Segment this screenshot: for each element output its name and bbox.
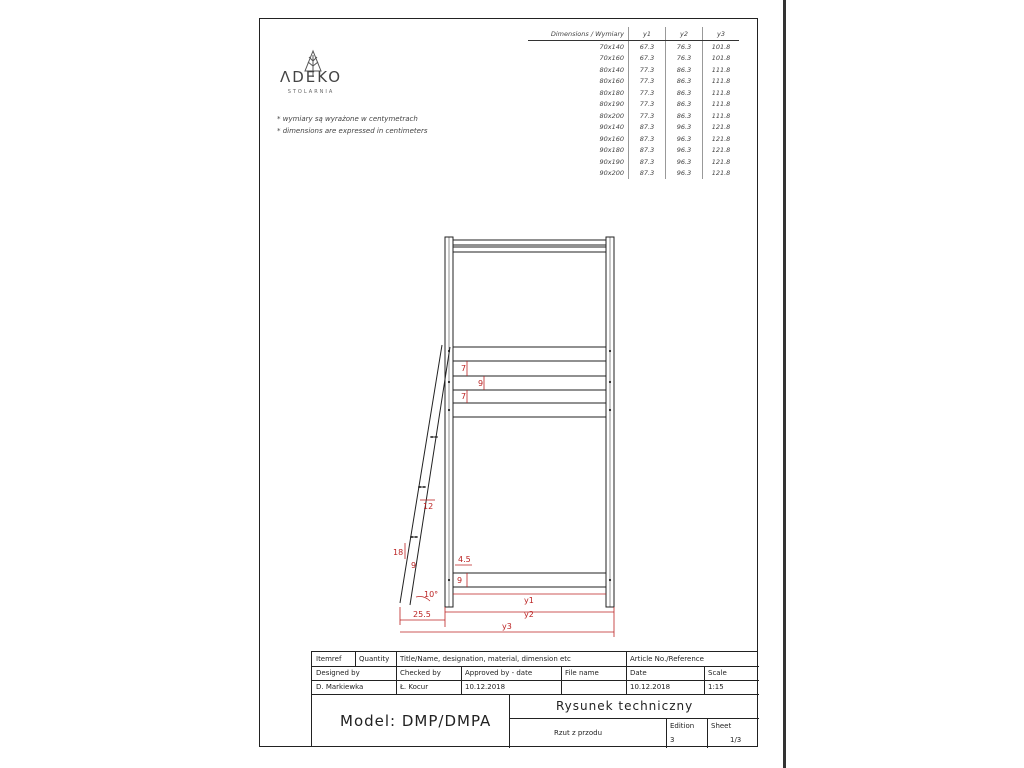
dim-12: 12 [423, 502, 434, 511]
y2-cell: 86.3 [666, 76, 703, 88]
y3-cell: 101.8 [703, 41, 740, 53]
checker-value: Ł. Kocur [400, 683, 429, 691]
dimensions-row [528, 145, 739, 157]
sheet-value: 1/3 [730, 736, 742, 744]
dim-25-5: 25.5 [413, 610, 431, 619]
y1-cell: 77.3 [629, 99, 666, 111]
y1-cell: 77.3 [629, 87, 666, 99]
dimensions-row [528, 122, 739, 134]
dim-9c: 9 [457, 576, 463, 585]
y3-cell: 121.8 [703, 145, 740, 157]
view-name: Rzut z przodu [554, 729, 603, 737]
date-label: Date [630, 669, 647, 677]
size-cell: 90x140 [599, 123, 624, 132]
y2-cell: 86.3 [666, 87, 703, 99]
page-edge-line [783, 0, 786, 768]
dimensions-header-row [528, 27, 739, 41]
title-block [311, 651, 758, 747]
dimensions-row [528, 99, 739, 111]
y3-cell: 111.8 [703, 99, 740, 111]
y3-cell: 121.8 [703, 122, 740, 134]
dim-y2: y2 [524, 610, 534, 619]
y2-cell: 96.3 [666, 133, 703, 145]
dim-y3: y3 [502, 622, 512, 631]
size-cell: 80x200 [599, 111, 624, 120]
y1-cell: 67.3 [629, 41, 666, 53]
size-cell: 80x190 [599, 100, 624, 109]
approved-label: Approved by - date [465, 669, 533, 677]
dimensions-row [528, 168, 739, 180]
dimensions-table-body [528, 41, 739, 180]
dimensions-row [528, 156, 739, 168]
y2-cell: 96.3 [666, 156, 703, 168]
size-cell: 90x200 [599, 169, 624, 178]
dim-y1: y1 [524, 596, 534, 605]
y2-cell: 96.3 [666, 145, 703, 157]
front-view-drawing [380, 225, 630, 645]
y2-cell: 86.3 [666, 99, 703, 111]
y1-cell: 87.3 [629, 168, 666, 180]
y3-cell: 111.8 [703, 110, 740, 122]
dim-4-5: 4.5 [458, 555, 471, 564]
dim-9a: 9 [478, 379, 484, 388]
dim-7b: 7 [461, 392, 467, 401]
size-cell: 80x160 [599, 77, 624, 86]
size-cell: 90x190 [599, 157, 624, 166]
y2-header: y2 [666, 27, 703, 41]
y2-cell: 86.3 [666, 64, 703, 76]
scale-label: Scale [708, 669, 727, 677]
approved-date: 10.12.2018 [465, 683, 506, 691]
dimensions-row [528, 133, 739, 145]
y2-cell: 96.3 [666, 122, 703, 134]
designed-by-label: Designed by [316, 669, 360, 677]
dimensions-row [528, 53, 739, 65]
edition-label: Edition [670, 722, 695, 730]
size-cell: 90x160 [599, 134, 624, 143]
y2-cell: 76.3 [666, 53, 703, 65]
y2-cell: 76.3 [666, 41, 703, 53]
y1-cell: 77.3 [629, 64, 666, 76]
y1-cell: 87.3 [629, 145, 666, 157]
dim-7a: 7 [461, 364, 467, 373]
y3-cell: 111.8 [703, 64, 740, 76]
file-name-label: File name [565, 669, 599, 677]
designer-value: D. Markiewka [316, 683, 364, 691]
dimensions-row [528, 41, 739, 53]
dimensions-row [528, 64, 739, 76]
dim-10-deg: 10° [424, 590, 439, 599]
checked-by-label: Checked by [400, 669, 441, 677]
y1-cell: 87.3 [629, 133, 666, 145]
dimensions-header: Dimensions / Wymiary [528, 27, 629, 41]
scale-value: 1:15 [708, 683, 724, 691]
dim-9b: 9 [411, 561, 417, 570]
brand-name: ΛDEKO [279, 68, 343, 86]
y1-cell: 77.3 [629, 76, 666, 88]
y3-cell: 121.8 [703, 133, 740, 145]
dimensions-row [528, 76, 739, 88]
y1-cell: 67.3 [629, 53, 666, 65]
date-value: 10.12.2018 [630, 683, 671, 691]
dimensions-row [528, 110, 739, 122]
edition-value: 3 [670, 736, 675, 744]
note-en: * dimensions are expressed in centimeters [277, 127, 428, 135]
sheet-label: Sheet [711, 722, 732, 730]
y3-header: y3 [703, 27, 740, 41]
note-pl: * wymiary są wyrażone w centymetrach [277, 115, 418, 123]
model-name: Model: DMP/DMPA [340, 712, 492, 730]
size-cell: 70x140 [599, 42, 624, 51]
y3-cell: 111.8 [703, 87, 740, 99]
article-label: Article No./Reference [630, 655, 704, 663]
y1-cell: 87.3 [629, 122, 666, 134]
y2-cell: 86.3 [666, 110, 703, 122]
size-cell: 80x180 [599, 88, 624, 97]
dimensions-table [528, 27, 739, 179]
drawing-type: Rysunek techniczny [556, 699, 694, 713]
brand-sub: STOLARNIA [287, 89, 335, 95]
title-name-label: Title/Name, designation, material, dimension etc [400, 655, 571, 663]
itemref-label: Itemref [316, 655, 342, 663]
quantity-label: Quantity [359, 655, 390, 663]
dimensions-row [528, 87, 739, 99]
size-cell: 70x160 [599, 54, 624, 63]
y1-header: y1 [629, 27, 666, 41]
y3-cell: 121.8 [703, 168, 740, 180]
y3-cell: 111.8 [703, 76, 740, 88]
y1-cell: 87.3 [629, 156, 666, 168]
y1-cell: 77.3 [629, 110, 666, 122]
size-cell: 90x180 [599, 146, 624, 155]
y3-cell: 101.8 [703, 53, 740, 65]
y3-cell: 121.8 [703, 156, 740, 168]
dim-18: 18 [393, 548, 404, 557]
size-cell: 80x140 [599, 65, 624, 74]
y2-cell: 96.3 [666, 168, 703, 180]
